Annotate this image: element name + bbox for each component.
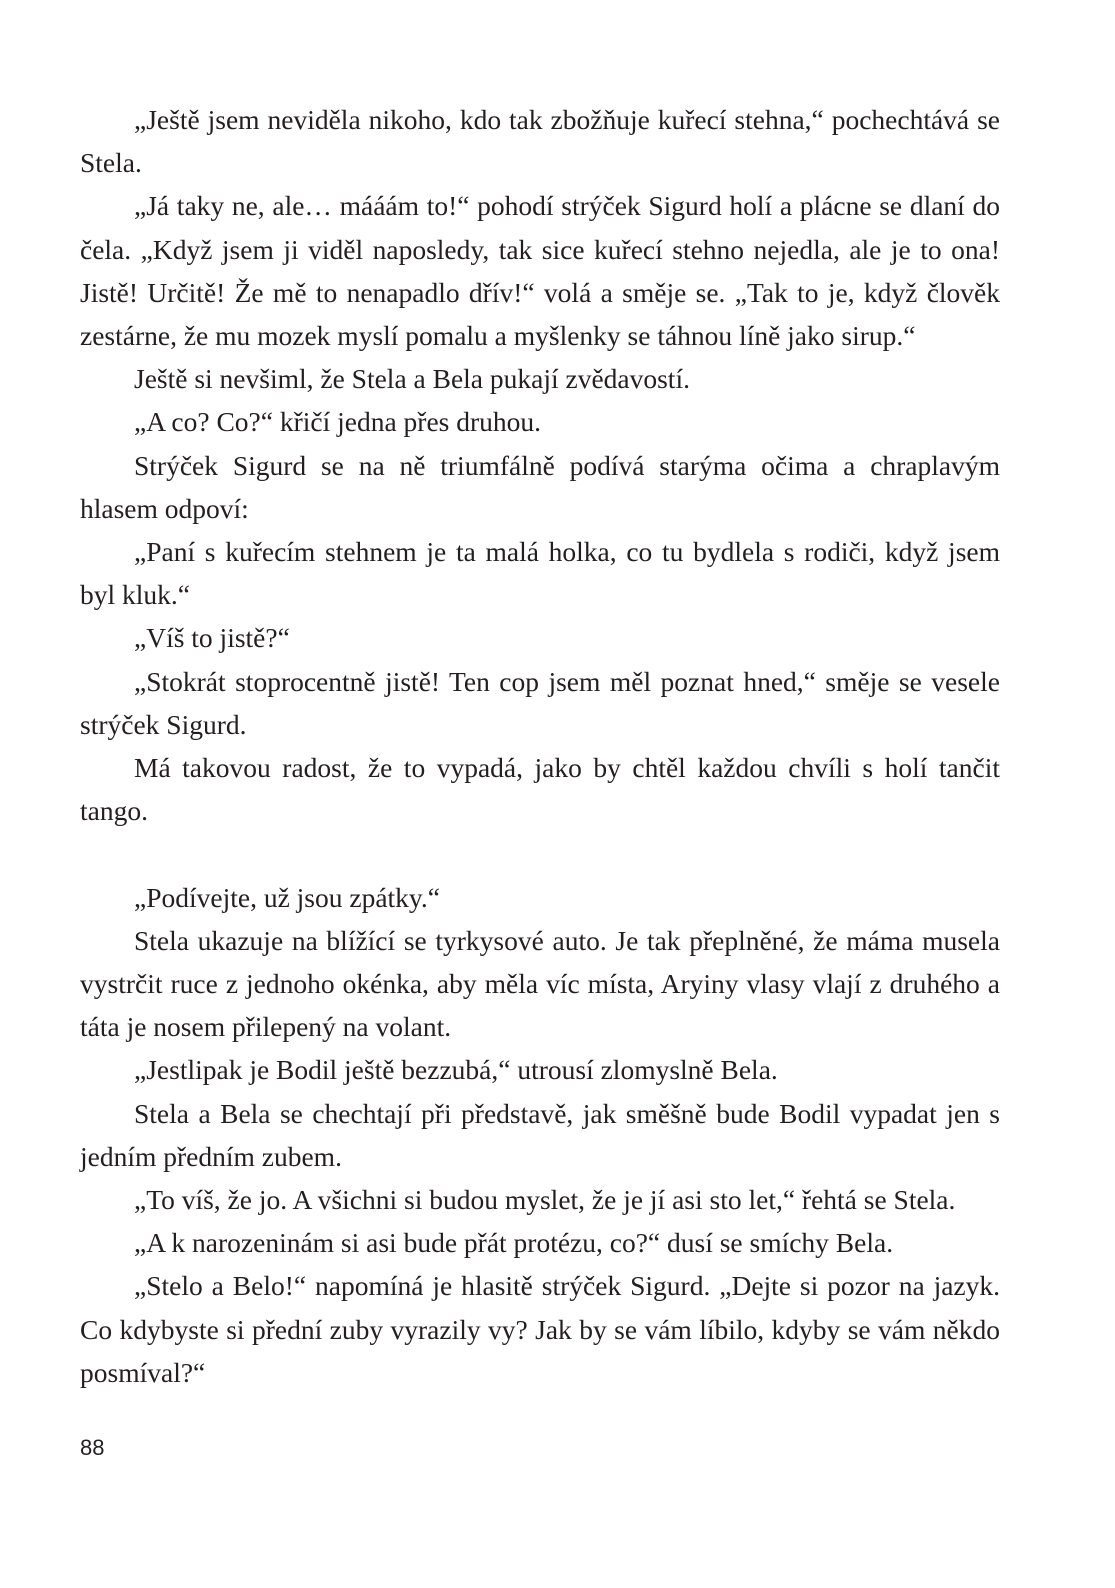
paragraph: Strýček Sigurd se na ně triumfálně podívá starýma očima a chraplavým hlasem odpoví: <box>80 449 1000 524</box>
section-break <box>80 832 1000 875</box>
paragraph: „A k narozeninám si asi bude přát protézu, co?“ dusí se smíchy Bela. <box>134 1227 894 1259</box>
paragraph: Ještě si nevšiml, že Stela a Bela pukají zvědavostí. <box>134 363 690 395</box>
paragraph: „Ještě jsem neviděla nikoho, kdo tak zbožňuje kuřecí stehna,“ pochechtává se Stela. <box>80 104 1000 179</box>
paragraph: „To víš, že jo. A všichni si budou myslet, že je jí asi sto let,“ řehtá se Stela. <box>134 1184 956 1216</box>
paragraph: „Paní s kuřecím stehnem je ta malá holka, co tu bydlela s rodiči, když jsem byl kluk.“ <box>80 536 1000 611</box>
paragraph: Má takovou radost, že to vypadá, jako by chtěl každou chvíli s holí tančit tango. <box>80 752 1000 827</box>
paragraph: „Podívejte, už jsou zpátky.“ <box>134 881 440 913</box>
page-body <box>80 98 1000 1394</box>
paragraph: Stela a Bela se chechtají při představě, jak směšně bude Bodil vypadat jen s jedním předním zubem. <box>80 1097 1000 1172</box>
paragraph: „Stokrát stoprocentně jistě! Ten cop jsem měl poznat hned,“ směje se vesele strýček Sigurd. <box>80 665 1000 740</box>
page-number: 88 <box>80 1435 105 1460</box>
paragraph: „Stelo a Belo!“ napomíná je hlasitě strýček Sigurd. „Dejte si pozor na jazyk. Co kdybyste si přední zuby vyrazily vy? Jak by se vám líbilo, kdyby se vám někdo posmíval?“ <box>80 1270 1000 1388</box>
paragraph: Stela ukazuje na blížící se tyrkysové auto. Je tak přeplněné, že máma musela vystrčit ruce z jednoho okénka, aby měla víc místa, Aryiny vlasy vlají z druhého a táta je nosem přilepený na volant. <box>80 924 1000 1043</box>
paragraph: „Jestlipak je Bodil ještě bezzubá,“ utrousí zlomyslně Bela. <box>134 1054 778 1086</box>
paragraph: „Já taky ne, ale… mááám to!“ pohodí strýček Sigurd holí a plácne se dlaní do čela. „Když jsem ji viděl naposledy, tak sice kuřecí stehno nejedla, ale je to ona! Jistě! Určitě! Že mě to nenapadlo dřív!“ volá a směje se. „Tak to je, když člověk zestárne, že mu mozek myslí pomalu a myšlenky se táhnou líně jako sirup.“ <box>80 190 1000 352</box>
paragraph: „A co? Co?“ křičí jedna přes druhou. <box>134 406 542 438</box>
paragraph: „Víš to jistě?“ <box>134 622 290 654</box>
